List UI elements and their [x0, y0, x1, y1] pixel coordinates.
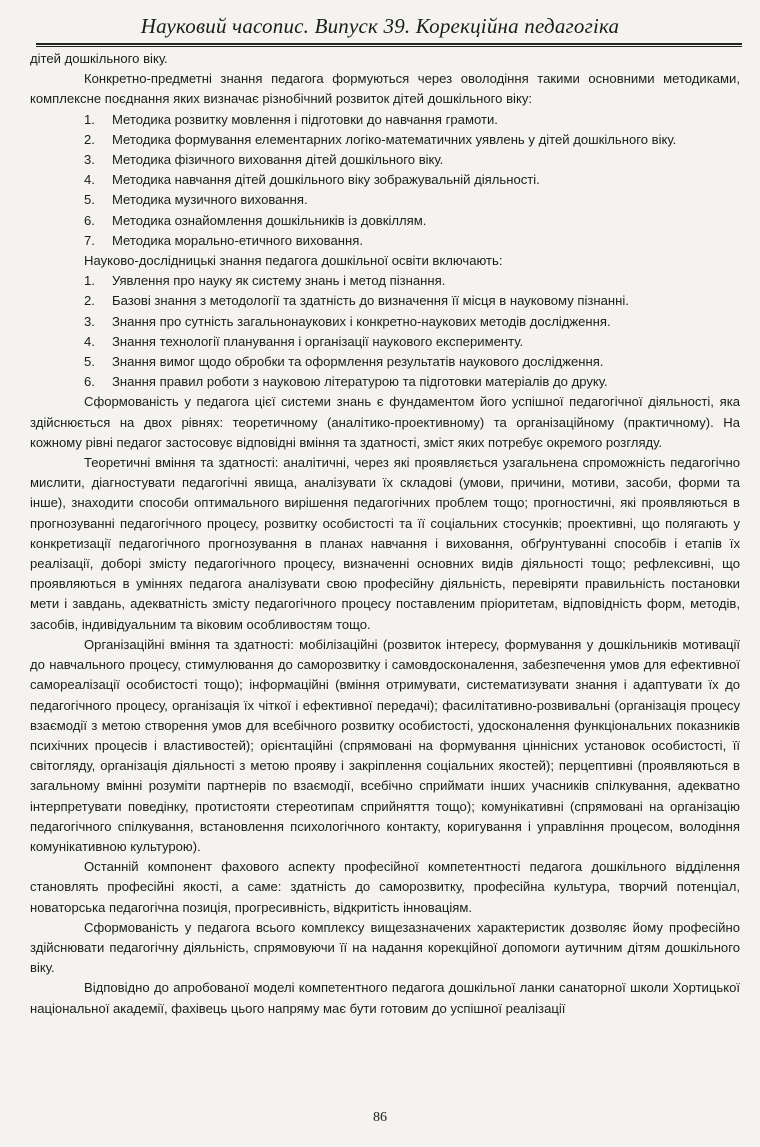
paragraph: Сформованість у педагога цієї системи знань є фундаментом його успішної педагогічної діяльності, яка здійснюється на двох рівнях: теоретичному (аналітико-проективному) та організаційному (практичному). На кожному рівні педагог застосовує відповідні вміння та здатності, зміст яких потребує окремого розгляду. [30, 394, 740, 450]
list-item [30, 130, 740, 150]
article-body [30, 49, 740, 1019]
list-text: Методика морально-етичного виховання. [112, 232, 363, 248]
paragraph: Останній компонент фахового аспекту професійної компетентності педагога дошкільного відділення становлять професійні якості, а саме: здатність до саморозвитку, професійна культура, творчий потенціал, новаторська педагогічна позиція, прогресивність, відкритість інноваціям. [30, 859, 740, 915]
page-number: 86 [373, 1110, 387, 1125]
paragraph: Організаційні вміння та здатності: мобілізаційні (розвиток інтересу, формування у дошкільників мотивації до навчального процесу, стимулювання до саморозвитку і самовдосконалення, забезпечення умов для ефективної самореалізації особистості тощо); інформаційні (вміння отримувати, систематизувати знання і адаптувати їх до педагогічного процесу, організація їх чіткої і ефективної передачі); фасилітативно-розвивальні (організація процесу взаємодії з метою створення умов для всебічного розвитку особистості, удосконалення функціональних показників психічних процесів і властивостей); орієнтаційні (спрямовані на формування ціннісних установок особистості, її світогляду, організація діяльності з метою прояву і закріплення соціальних якостей); перцептивні (проявляються в загальному вмінні розуміти партнерів по взаємодії, всебічно сприймати інших учасників спілкування, адекватно інтерпретувати поведінку, протистояти стереотипам сприйняття тощо); комунікативні (спрямовані на організацію педагогічного спілкування, встановлення психологічного контакту, коригування і управління процесом, володіння комунікативною культурою). [30, 636, 740, 854]
list-item [30, 170, 740, 190]
list-number: 2. [84, 293, 95, 309]
running-header [0, 0, 760, 48]
list-item [30, 312, 740, 332]
list-number: 3. [84, 313, 95, 329]
paragraph: Теоретичні вміння та здатності: аналітичні, через які проявляється узагальнена спроможність педагогічно мислити, діагностувати педагогічні явища, аналізувати їх складові (умови, причини, мотиви, засоби, форми та інше), знаходити способи оптимального вирішення педагогічних проблем тощо; прогностичні, які проявляються в прогнозуванні педагогічного процесу, розвитку особистості та її соціальних стосунків; проективні, що полягають у конкретизації педагогічного прогнозування в планах навчання і виховання, обґрунтуванні способів і етапів їх реалізації, доборі змісту педагогічного процесу, визначенні основних видів діяльності тощо; рефлексивні, що проявляються в уміннях педагога аналізувати свою професійну діяльність, перевіряти правильність постановки мети і завдань, адекватність змісту педагогічного процесу поставленим пріоритетам, відповідність форм, методів, засобів, індивідуальним та віковим особливостям тощо. [30, 455, 740, 632]
list-item [30, 190, 740, 210]
list-number: 6. [84, 212, 95, 228]
list-text: Методика музичного виховання. [112, 192, 308, 208]
list-text: Методика фізичного виховання дітей дошкільного віку. [112, 152, 444, 168]
list-text: Знання вимог щодо обробки та оформлення результатів наукового дослідження. [112, 354, 604, 370]
list-item [30, 271, 740, 291]
list-text: Методика розвитку мовлення і підготовки до навчання грамоти. [112, 111, 498, 127]
list-number: 1. [84, 273, 95, 289]
list-number: 5. [84, 354, 95, 370]
header-divider [36, 43, 742, 47]
list-text: Знання правил роботи з науковою літературою та підготовки матеріалів до друку. [112, 374, 608, 390]
list-item [30, 332, 740, 352]
paragraph: Конкретно-предметні знання педагога формуються через оволодіння такими основними методиками, комплексне поєднання яких визначає різнобічний розвиток дітей дошкільного віку: [30, 71, 740, 107]
list-number: 4. [84, 172, 95, 188]
list-number: 6. [84, 374, 95, 390]
list-number: 2. [84, 131, 95, 147]
list-item [30, 372, 740, 392]
list-text: Знання про сутність загальнонаукових і конкретно-наукових методів дослідження. [112, 313, 611, 329]
research-knowledge-list [30, 271, 740, 392]
paragraph: Відповідно до апробованої моделі компетентного педагога дошкільної ланки санаторної школи Хортицької національної академії, фахівець цього напряму має бути готовим до успішної реалізації [30, 980, 740, 1016]
list-item [30, 110, 740, 130]
list-item [30, 150, 740, 170]
list-item [30, 291, 740, 311]
list-item [30, 352, 740, 372]
list-item [30, 231, 740, 251]
paragraph: дітей дошкільного віку. [30, 51, 168, 66]
list-number: 7. [84, 232, 95, 248]
paragraph: Науково-дослідницькі знання педагога дошкільної освіти включають: [84, 253, 503, 269]
list-text: Методика навчання дітей дошкільного віку зображувальній діяльності. [112, 172, 540, 188]
methods-list [30, 110, 740, 251]
paragraph: Сформованість у педагога всього комплексу вищезазначених характеристик дозволяє йому професійно здійснювати педагогічну діяльність, спрямовуючи її на надання корекційної допомоги аутичним дітям дошкільного віку. [30, 919, 740, 976]
list-text: Методика ознайомлення дошкільників із довкіллям. [112, 212, 427, 228]
list-number: 3. [84, 152, 95, 168]
list-text: Уявлення про науку як систему знань і метод пізнання. [112, 273, 446, 289]
list-item [30, 211, 740, 231]
list-text: Методика формування елементарних логіко-математичних уявлень у дітей дошкільного віку. [112, 131, 677, 147]
list-number: 5. [84, 192, 95, 208]
list-text: Знання технології планування і організації наукового експерименту. [112, 333, 524, 349]
list-text: Базові знання з методології та здатність до визначення її місця в науковому пізнанні. [112, 293, 629, 309]
list-number: 1. [84, 111, 95, 127]
journal-title: Науковий часопис. Випуск 39. Корекційна педагогіка [140, 14, 620, 38]
list-number: 4. [84, 333, 95, 349]
